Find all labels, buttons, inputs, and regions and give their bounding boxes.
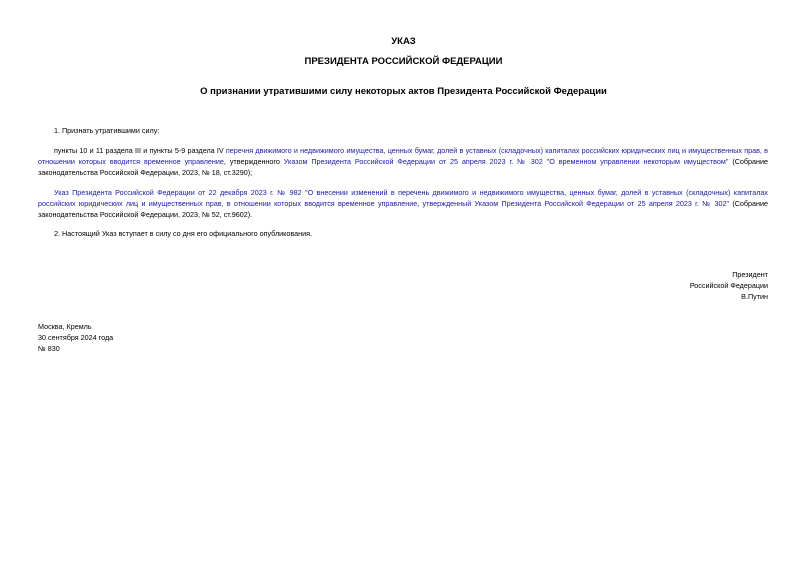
decree-302-link[interactable]: Указом Президента Российской Федерации от 25 апреля 2023 г. № 302 "О временном управлении некоторым имуществом" [283,157,729,166]
paragraph-2-lead: пункты 10 и 11 раздела III и пункты 5-9 раздела IV [54,146,226,155]
decree-982-link[interactable]: Указ Президента Российской Федерации от 22 декабря 2023 г. № 982 "О внесении изменений в перечень движимого и недвижимого имущества, ценных бумаг, долей в уставных (складочных) капиталах российских юридических лиц и имущественных прав, в отношении которых вводится временное управление, утвержденный Указом Президента Российской Федерации от 25 апреля 2023 г. № 302" [38,188,768,208]
signature-position: Президент [732,270,768,279]
decree-number: № 830 [38,344,60,353]
signature-name: В.Путин [741,292,768,301]
signature-country: Российской Федерации [689,281,768,290]
paragraph-3-tail: (Собрание законодательства Российской Федерации, 2023, № 52, ст.9602). [38,199,768,219]
place-date-block [38,321,113,354]
list-of-property-link[interactable]: перечня движимого и недвижимого имущества, ценных бумаг, долей в уставных (складочных) капиталах российских юридических лиц и имущественных прав, в отношении которых вводится временное управление [38,146,768,166]
paragraph-2-mid: , утвержденного [223,157,284,166]
document-title: О признании утратившими силу некоторых актов Президента Российской Федерации [200,86,607,97]
paragraph-2-tail: (Собрание законодательства Российской Федерации, 2023, № 18, ст.3290); [38,157,769,177]
paragraph-1: 1. Признать утратившими силу: [54,126,160,135]
paragraph-3 [38,187,768,220]
paragraph-2 [38,145,768,178]
place-city: Москва, Кремль [38,322,92,331]
paragraph-4: 2. Настоящий Указ вступает в силу со дня его официального опубликования. [54,229,313,238]
decree-date: 30 сентября 2024 года [38,333,114,342]
issuer-heading: ПРЕЗИДЕНТА РОССИЙСКОЙ ФЕДЕРАЦИИ [304,56,503,67]
signature-block [690,269,768,302]
decree-heading: УКАЗ [391,36,416,47]
